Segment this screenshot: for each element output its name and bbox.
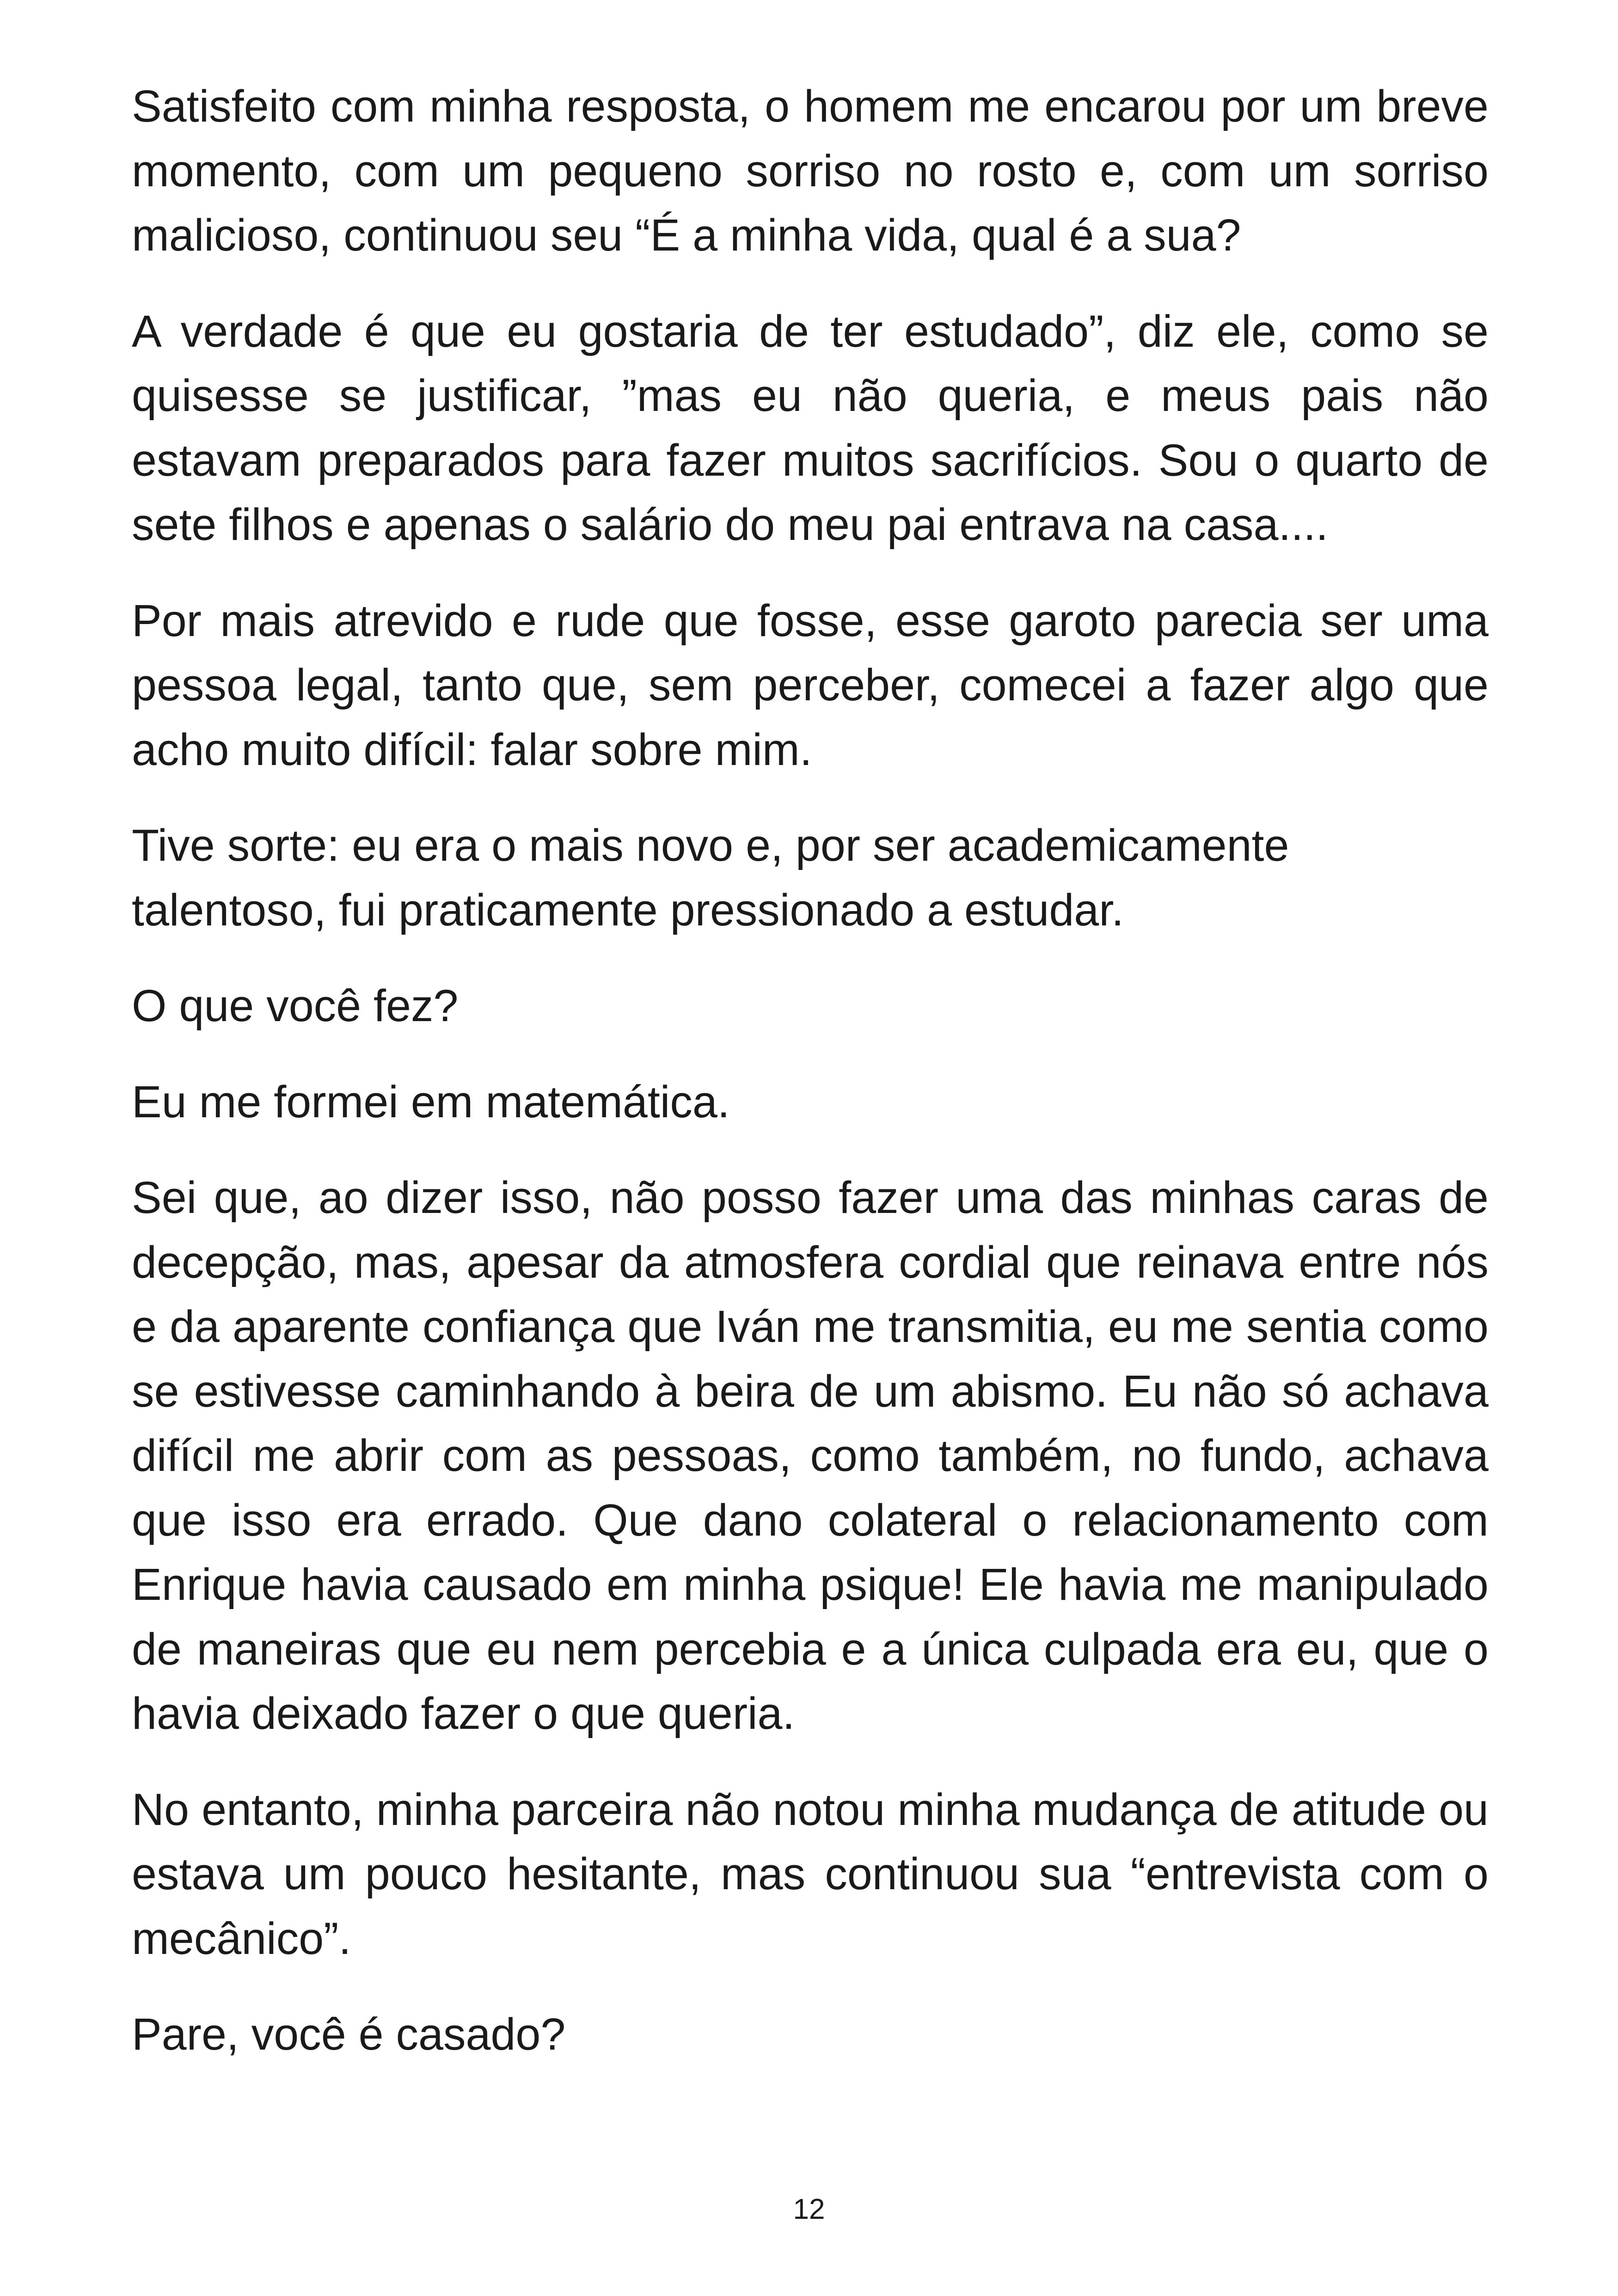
paragraph-9: Pare, você é casado? — [132, 2009, 566, 2059]
page-number: 12 — [793, 2193, 825, 2225]
paragraph-1: Satisfeito com minha resposta, o homem me encarou por um breve momento, com um pequeno sorriso no rosto e, com um sorriso malicioso, continuou seu “É a minha vida, qual é a sua? — [132, 81, 1489, 260]
paragraph-2: A verdade é que eu gostaria de ter estudado”, diz ele, como se quisesse se justificar, ”mas eu não queria, e meus pais não estavam preparados para fazer muitos sacrifícios. Sou o quarto de sete filhos e apenas o salário do meu pai entrava na casa.... — [132, 306, 1489, 550]
paragraph-4: Tive sorte: eu era o mais novo e, por ser academicamente talentoso, fui praticamente pressionado a estudar. — [132, 820, 1289, 935]
paragraph-5: O que você fez? — [132, 980, 459, 1031]
body-text — [132, 74, 1489, 2098]
paragraph-6: Eu me formei em matemática. — [132, 1076, 730, 1127]
paragraph-3: Por mais atrevido e rude que fosse, esse garoto parecia ser uma pessoa legal, tanto que, sem perceber, comecei a fazer algo que acho muito difícil: falar sobre mim. — [132, 595, 1489, 775]
paragraph-8: No entanto, minha parceira não notou minha mudança de atitude ou estava um pouco hesitante, mas continuou sua “entrevista com o mecânico”. — [132, 1784, 1489, 1964]
paragraph-7: Sei que, ao dizer isso, não posso fazer uma das minhas caras de decepção, mas, apesar da atmosfera cordial que reinava entre nós e da aparente confiança que Iván me transmitia, eu me sentia como se estivesse caminhando à beira de um abismo. Eu não só achava difícil me abrir com as pessoas, como também, no fundo, achava que isso era errado. Que dano colateral o relacionamento com Enrique havia causado em minha psique! Ele havia me manipulado de maneiras que eu nem percebia e a única culpada era eu, que o havia deixado fazer o que queria. — [132, 1172, 1489, 1739]
